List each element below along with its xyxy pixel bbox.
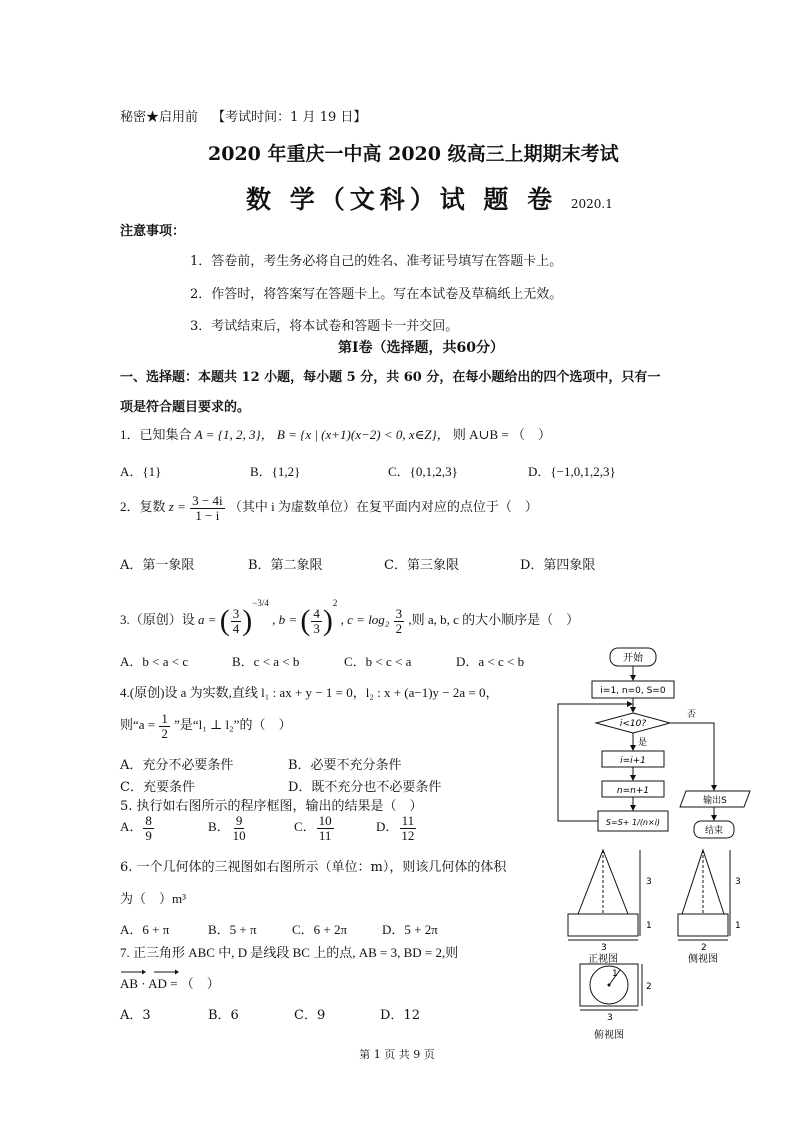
q1-option-a: A．{1} [120,464,162,479]
q3-a-exp: −3/4 [252,598,269,608]
q5-text: 5. 执行如右图所示的程序框图，输出的结果是（ ） [120,799,423,814]
q3-a-num: 3 [232,605,240,621]
q4-line-1: 4.(原创)设 a 为实数,直线 l₁ : ax + y − 1 = 0，l₂ : x + (a−1)y − 2a = 0， [120,685,499,700]
side-height-3: 3 [735,877,741,887]
flow-step-i-text: i=i+1 [620,756,646,766]
q5-a-label: A． [120,819,143,835]
notice-item-3: 3．考试结束后，将本试卷和答题卡一并交回。 [190,319,459,334]
secret-label: 秘密★启用前 [120,110,199,125]
q5-c-frac [317,814,334,842]
q5-d-den: 12 [401,827,415,843]
q4-option-c: C．充要条件 [120,780,195,795]
side-view-label: 侧视图 [688,954,718,965]
q6-option-c: C．6 + 2π [292,922,348,937]
q5-d-frac [399,814,416,842]
q3-c-label: , c = log₂ [340,612,390,627]
q7-option-d: D．12 [380,1008,420,1023]
top-view-center [608,984,611,987]
q3-a-den: 4 [232,620,240,636]
q5-c-den: 11 [318,827,332,843]
q2-numerator: 3 − 4i [192,493,223,508]
q5-c-label: C． [294,819,316,835]
q5-b-frac [231,814,248,842]
q1-prefix: 1．已知集合 [120,427,192,442]
q5-b-den: 10 [232,827,246,843]
q7-option-b: B．6 [208,1008,239,1023]
front-view-label: 正视图 [588,954,618,965]
subject-title [246,180,613,216]
q1-option-b: B．{1,2} [250,464,301,479]
vector-arrow-ad-head [175,970,179,975]
q7-option-c: C．9 [294,1008,326,1023]
q4-line-2 [120,712,291,740]
q3-suffix: ,则 a, b, c 的大小顺序是（ ） [408,612,580,627]
flow-output-text: 输出S [703,796,727,806]
q5-b-label: B． [208,819,230,835]
flow-start-text: 开始 [623,653,643,664]
q4-den: 2 [161,725,168,741]
q7-line-1: 7. 正三角形 ABC 中, D 是线段 BC 上的点, AB = 3, BD = 2,则 [120,945,459,960]
q1-option-d: D．{−1,0,1,2,3} [528,464,616,479]
q2-z: z = [168,499,186,515]
q3-b-den: 3 [313,620,320,636]
flow-no-label: 否 [687,710,697,720]
q4-option-b: B．必要不充分条件 [288,758,402,773]
q4-pre: 则“a = [120,717,156,733]
exam-header-line [120,106,366,125]
q6-option-b: B．5 + π [208,922,257,937]
q2-prefix: 2．复数 [120,499,166,515]
q4-num: 1 [161,711,168,726]
flow-end-text: 结束 [704,826,724,836]
flow-condition-text: i<10? [619,719,647,729]
q2-fraction [190,494,224,522]
q5-d-num: 11 [401,813,415,828]
flowchart [552,644,782,844]
q2-option-d: D．第四象限 [520,558,596,573]
q3-b-label: , b = [272,612,298,627]
section-intro-2: 项是符合题目要求的。 [120,400,251,415]
notice-heading: 注意事项： [120,224,186,239]
page-footer: 第 1 页 共 9 页 [359,1048,435,1061]
flow-yes-label: 是 [638,738,648,748]
q5-option-a [120,814,155,842]
top-radius: 1 [612,969,618,979]
q3-a-label: a = [198,612,217,627]
question-3: 3.（原创）设 a = ( $\frac{3}{4}$ )$^{-3/4}$ , b = ( $\frac{4}{3}$ )$^2$ , c = log₂ $\frac{3}{2}$ ,则 a, b, c 的大小顺序是（ ） [120,598,580,638]
section-intro-1: 一、选择题：本题共 12 小题，每小题 5 分，共 60 分，在每小题给出的四个选项中，只有一 [120,370,661,385]
q5-b-num: 9 [235,813,243,828]
section-title: 第Ⅰ卷（选择题，共60分） [338,340,505,356]
q1-set-a: A = {1, 2, 3}， [194,427,274,442]
q4-post: ”是“l₁ ⊥ l₂”的（ ） [174,717,292,733]
q4-option-a: A．充分不必要条件 [120,758,234,773]
exam-time: 【考试时间：1 月 19 日】 [212,110,367,125]
q3-c-frac [394,607,405,635]
flow-init-text: i=1, n=0, S=0 [600,686,666,696]
q5-option-d [376,814,417,842]
q3-option-a: A．b < a < c [120,654,189,669]
flow-step-s-text: S=S+ 1/(n×i) [605,818,661,827]
q7-vector-arrows [120,968,180,976]
q2-option-b: B．第二象限 [248,558,323,573]
question-1 [120,424,551,443]
exam-date: 2020.1 [570,197,613,211]
q5-option-b [208,814,249,842]
top-view-label: 俯视图 [594,1030,624,1041]
q2-denominator: 1 − i [195,507,220,523]
notice-item-1: 1．答卷前，考生务必将自己的姓名、准考证号填写在答题卡上。 [190,254,563,269]
q5-a-num: 8 [145,813,152,828]
front-view-base [568,914,638,936]
flow-step-n-text: n=n+1 [616,786,650,796]
side-view-base [678,914,728,936]
q3-b-frac [311,607,322,635]
q5-a-frac [143,814,154,842]
q5-option-c [294,814,335,842]
vector-arrow-ab-head [142,970,146,975]
exam-title: 2020 年重庆一中高 2020 级高三上期期末考试 [208,143,619,165]
q6-line-2: 为（ ）m³ [120,891,187,906]
q2-option-c: C．第三象限 [384,558,459,573]
q7-option-a: A．3 [120,1008,151,1023]
q5-d-label: D． [376,819,399,835]
front-width: 3 [601,943,607,953]
q6-line-1: 6. 一个几何体的三视图如右图所示（单位：m），则该几何体的体积 [120,860,507,875]
q4-frac [159,712,170,740]
q3-b-num: 4 [313,605,320,621]
q3-prefix: 3.（原创）设 [120,612,195,627]
question-2 [120,494,538,522]
q3-c-num: 3 [395,605,403,621]
q1-set-b: B = {x | (x+1)(x−2) < 0, x∈Z}， [276,427,450,442]
q3-c-den: 2 [395,620,403,636]
front-height-1: 1 [646,921,652,931]
notice-item-2: 2．作答时，将答案写在答题卡上。写在本试卷及草稿纸上无效。 [190,287,563,302]
side-height-1: 1 [735,921,741,931]
q3-b-exp: 2 [332,598,338,608]
top-width: 3 [607,1013,613,1023]
q5-c-num: 10 [318,813,332,828]
front-height-3: 3 [646,877,652,887]
q1-option-c: C．{0,1,2,3} [388,464,458,479]
q7-line-2: AB · AD = （ ） [120,976,220,991]
q2-suffix: （其中 i 为虚数单位）在复平面内对应的点位于（ ） [228,499,538,515]
q3-a-frac [231,607,242,635]
side-width: 2 [701,943,707,953]
q5-a-den: 9 [145,827,152,843]
q2-option-a: A．第一象限 [120,558,195,573]
q1-ask: 则 A∪B = （ ） [452,427,551,442]
three-views [560,842,780,1052]
q3-option-d: D．a < c < b [456,654,525,669]
q3-option-b: B．c < a < b [232,654,300,669]
subject-name: 数 学（文科）试 题 卷 [246,185,558,214]
q4-option-d: D．既不充分也不必要条件 [288,780,442,795]
q6-option-a: A．6 + π [120,922,170,937]
top-height: 2 [646,982,652,992]
q3-option-c: C．b < c < a [344,654,412,669]
q6-option-d: D．5 + 2π [382,922,438,937]
